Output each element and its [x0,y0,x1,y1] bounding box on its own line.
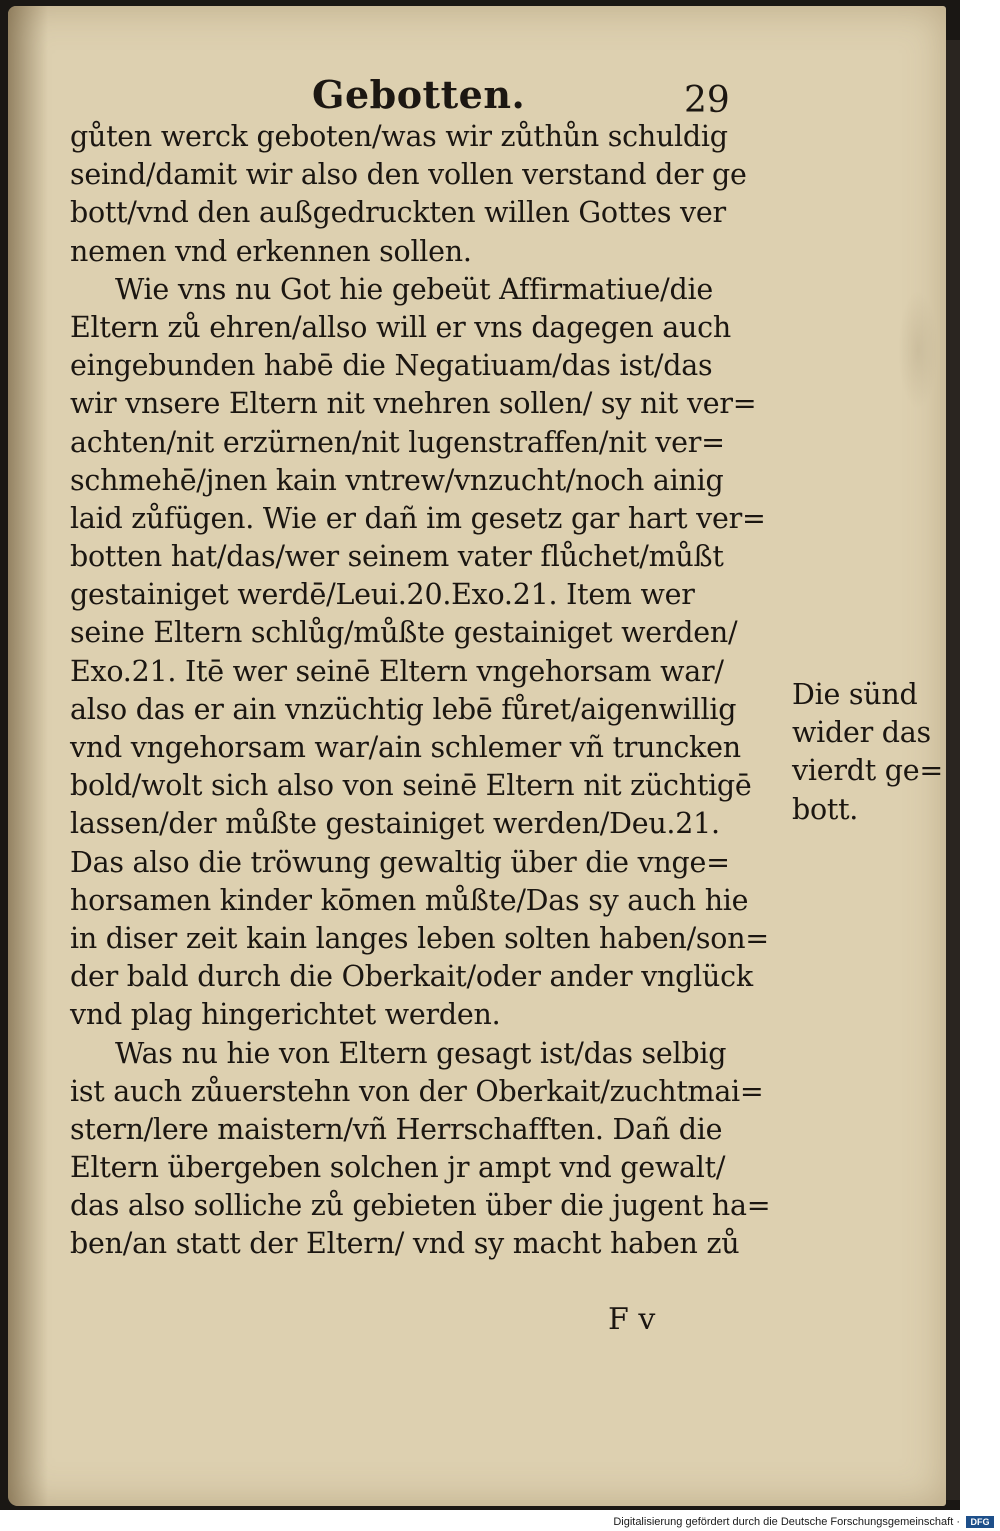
text-line: ist auch zůuerstehn von der Oberkait/zuchtmai= [70,1074,764,1108]
running-head: Gebotten. [312,72,526,117]
page-gutter-shadow [8,6,48,1506]
text-line: botten hat/das/wer seinem vater flůchet/můßt [70,540,724,574]
text-line: Eltern zů ehren/allso will er vns dagegen auch [70,310,731,344]
text-line: vnd plag hingerichtet werden. [70,998,501,1032]
marginal-note-line: vierdt ge= [792,754,943,788]
text-line: also das er ain vnzüchtig lebē fůret/aigenwillig [70,692,737,726]
funding-notice: Digitalisierung gefördert durch die Deutsche Forschungsgemeinschaft · [613,1516,960,1528]
text-line: Exo.21. Itē wer seinē Eltern vngehorsam war/ [70,654,724,688]
text-line: eingebunden habē die Negatiuam/das ist/das [70,349,713,383]
bleed-through-stain [898,290,938,410]
text-line: Das also die tröwung gewaltig über die vnge= [70,845,730,879]
text-line: der bald durch die Oberkait/oder ander vnglück [70,960,753,994]
text-line: Was nu hie von Eltern gesagt ist/das selbig [115,1036,727,1070]
marginal-note [792,676,942,829]
marginal-note-line: bott. [792,792,859,826]
page-edge [946,40,960,1500]
marginal-note-line: wider das [792,716,931,750]
text-line: ben/an statt der Eltern/ vnd sy macht haben zů [70,1227,740,1261]
text-line: stern/lere maistern/vñ Herrschafften. Dañ die [70,1112,723,1146]
signature-mark: F v [608,1302,656,1337]
text-line: bold/wolt sich also von seinē Eltern nit züchtigē [70,769,752,803]
marginal-note-line: Die sünd [792,678,918,711]
body-text [70,118,790,1264]
text-line: das also solliche zů gebieten über die jugent ha= [70,1189,771,1223]
text-line: gestainiget werdē/Leui.20.Exo.21. Item wer [70,578,695,612]
text-line: gůten werck geboten/was wir zůthůn schuldig [70,120,728,153]
text-line: wir vnsere Eltern nit vnehren sollen/ sy nit ver= [70,387,757,421]
page-number: 29 [684,80,730,121]
text-line: laid zůfügen. Wie er dañ im gesetz gar hart ver= [70,501,766,535]
text-line: achten/nit erzürnen/nit lugenstraffen/nit ver= [70,425,725,459]
dfg-logo: DFG [966,1516,994,1528]
text-line: vnd vngehorsam war/ain schlemer vñ truncken [70,731,741,764]
text-line: seind/damit wir also den vollen verstand der ge [70,158,747,192]
text-line: lassen/der můßte gestainiget werden/Deu.21. [70,807,720,841]
text-line: Wie vns nu Got hie gebeüt Affirmatiue/die [115,272,713,306]
text-line: seine Eltern schlůg/můßte gestainiget werden/ [70,616,738,650]
text-line: bott/vnd den außgedruckten willen Gottes ver [70,196,726,230]
text-line: horsamen kinder kōmen můßte/Das sy auch hie [70,883,749,917]
text-line: Eltern übergeben solchen jr ampt vnd gewalt/ [70,1151,726,1185]
footer-bar [0,1513,1000,1531]
text-line: schmehē/jnen kain vntrew/vnzucht/noch ainig [70,463,724,497]
text-line: nemen vnd erkennen sollen. [70,234,472,268]
text-line: in diser zeit kain langes leben solten haben/son= [70,921,769,955]
